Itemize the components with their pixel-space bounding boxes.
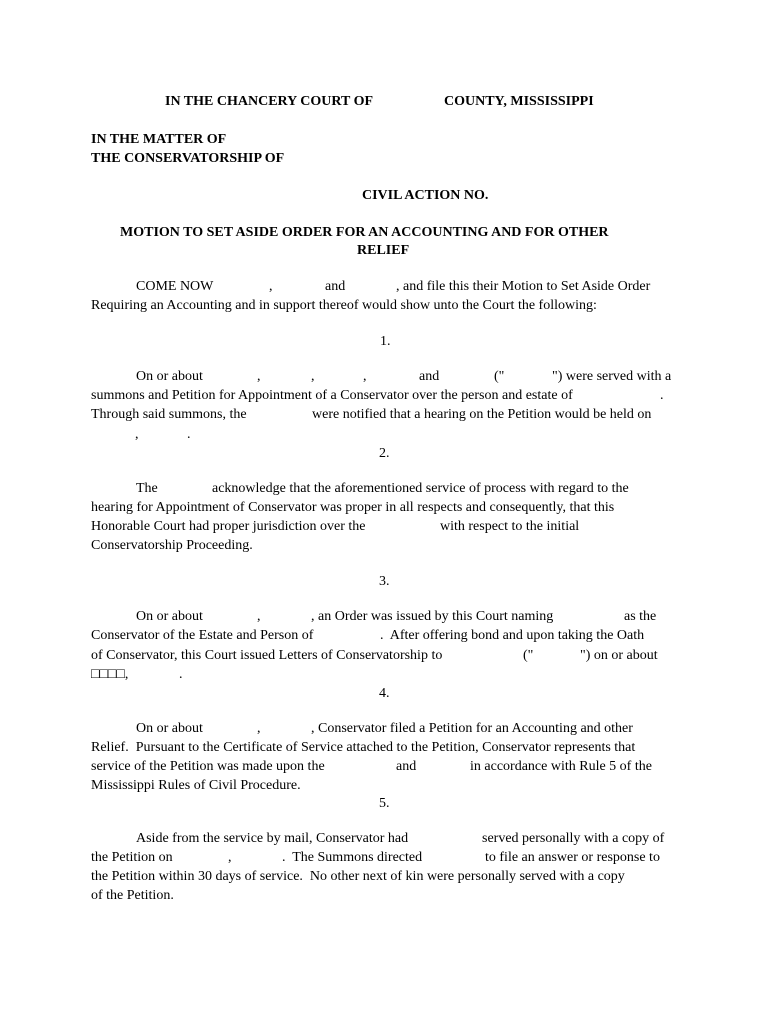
p1-comma-3: , (363, 369, 367, 384)
p4-on-or-about: On or about (136, 721, 203, 736)
court-name-suffix: COUNTY, MISSISSIPPI (444, 94, 594, 109)
p3-line-2-start: Conservator of the Estate and Person of (91, 628, 314, 643)
p3-comma: , (257, 609, 261, 624)
p1-line-2: summons and Petition for Appointment of a Conservator over the person and estate of (91, 388, 573, 403)
paragraph-number-3: 3. (379, 574, 390, 589)
p3-line-3-start: of Conservator, this Court issued Letters of Conservatorship to (91, 648, 443, 663)
matter-line-1: IN THE MATTER OF (91, 132, 227, 147)
p3-line-4-period: . (179, 667, 183, 682)
p1-open-quote: (" (494, 369, 505, 384)
p3-open-quote: (" (523, 648, 534, 663)
intro-line-1-end: , and file this their Motion to Set Aside Order (396, 279, 651, 294)
p5-line-2-end: to file an answer or response to (485, 850, 660, 865)
p1-line-2-period: . (660, 388, 664, 403)
p5-line-1-start: Aside from the service by mail, Conservator had (136, 831, 409, 846)
motion-title-line-1: MOTION TO SET ASIDE ORDER FOR AN ACCOUNTING AND FOR OTHER (120, 225, 609, 240)
p1-comma-2: , (311, 369, 315, 384)
p2-line-1-end: acknowledge that the aforementioned service of process with regard to the (212, 481, 629, 496)
paragraph-number-4: 4. (379, 686, 390, 701)
p1-line-3-end: were notified that a hearing on the Petition would be held on (312, 407, 652, 422)
p3-line-4-date: □□□□, (91, 667, 129, 682)
p4-line-1-end: , Conservator filed a Petition for an Accounting and other (311, 721, 633, 736)
p5-line-2-comma: , (228, 850, 232, 865)
court-name-prefix: IN THE CHANCERY COURT OF (165, 94, 374, 109)
p2-the: The (136, 481, 158, 496)
p4-line-3-and: and (396, 759, 417, 774)
p4-line-4: Mississippi Rules of Civil Procedure. (91, 778, 301, 793)
p1-line-1-end: ") were served with a (552, 369, 672, 384)
p1-line-4-period: . (187, 427, 191, 442)
p4-comma: , (257, 721, 261, 736)
matter-line-2: THE CONSERVATORSHIP OF (91, 151, 285, 166)
civil-action-label: CIVIL ACTION NO. (362, 188, 489, 203)
p3-on-or-about: On or about (136, 609, 203, 624)
p1-on-or-about: On or about (136, 369, 203, 384)
p2-line-3-end: with respect to the initial (440, 519, 580, 534)
p1-and: and (419, 369, 440, 384)
p2-line-2: hearing for Appointment of Conservator was proper in all respects and consequently, that this (91, 500, 615, 515)
p4-line-2: Relief. Pursuant to the Certificate of Service attached to the Petition, Conservator represents that (91, 740, 636, 755)
p5-line-2-start: the Petition on (91, 850, 173, 865)
p3-as-the: as the (624, 609, 657, 624)
p4-line-3-end: in accordance with Rule 5 of the (470, 759, 652, 774)
p2-line-4: Conservatorship Proceeding. (91, 538, 253, 553)
intro-comma: , (269, 279, 273, 294)
paragraph-number-1: 1. (380, 334, 391, 349)
p5-line-4: of the Petition. (91, 888, 174, 903)
p1-line-4-comma: , (135, 427, 139, 442)
p3-line-1-mid: , an Order was issued by this Court naming (311, 609, 554, 624)
p5-line-3: the Petition within 30 days of service. No other next of kin were personally served with a copy (91, 869, 625, 884)
paragraph-number-5: 5. (379, 796, 390, 811)
p1-comma-1: , (257, 369, 261, 384)
p3-line-3-end: ") on or about (580, 648, 658, 663)
p5-line-1-end: served personally with a copy of (482, 831, 665, 846)
p3-line-2-end: . After offering bond and upon taking the Oath (380, 628, 645, 643)
paragraph-number-2: 2. (379, 446, 390, 461)
p1-line-3-start: Through said summons, the (91, 407, 247, 422)
intro-and: and (325, 279, 346, 294)
p5-line-2-mid: . The Summons directed (282, 850, 423, 865)
p2-line-3-start: Honorable Court had proper jurisdiction over the (91, 519, 366, 534)
motion-title-line-2: RELIEF (357, 243, 410, 258)
p4-line-3-start: service of the Petition was made upon the (91, 759, 325, 774)
intro-come-now: COME NOW (136, 279, 214, 294)
intro-line-2: Requiring an Accounting and in support thereof would show unto the Court the following: (91, 298, 597, 313)
